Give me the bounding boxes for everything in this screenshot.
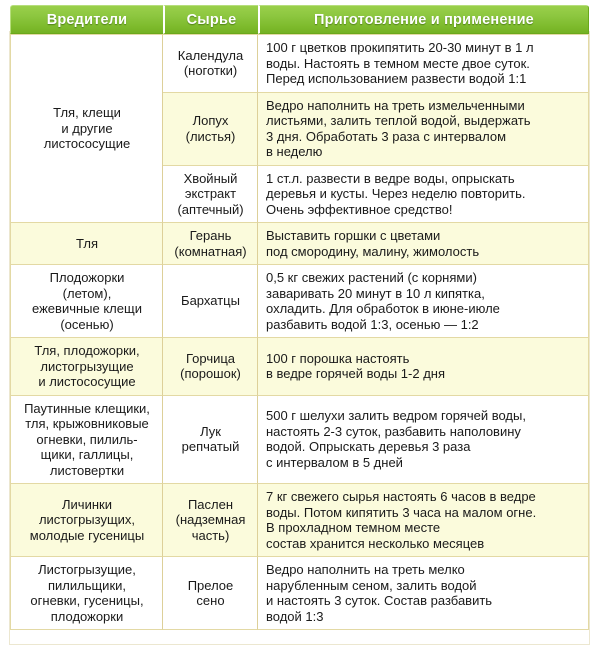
cell-material: Герань (комнатная) xyxy=(163,223,258,265)
table-row xyxy=(10,484,589,557)
cell-pests: Тля xyxy=(10,223,163,265)
cell-material: Календула (ноготки) xyxy=(163,34,258,93)
table-row xyxy=(10,338,589,396)
column-header-method: Приготовление и применение xyxy=(258,5,589,34)
table-row xyxy=(10,396,589,485)
cell-method: 0,5 кг свежих растений (с корнями) заваривать 20 минут в 10 л кипятка, охладить. Для обработок в июне-июле разбавить водой 1:3, осенью — 1:2 xyxy=(258,265,589,338)
column-header-pests: Вредители xyxy=(10,5,163,34)
cell-pests: Личинки листогрызущих, молодые гусеницы xyxy=(10,484,163,557)
table-body xyxy=(10,34,589,630)
table-header xyxy=(10,5,589,34)
cell-method: 100 г цветков прокипятить 20-30 минут в 1 л воды. Настоять в темном месте двое суток. Перед использованием развести водой 1:1 xyxy=(258,34,589,93)
table-row xyxy=(10,34,589,93)
table-header-row xyxy=(10,5,589,34)
table-row xyxy=(10,557,589,630)
cell-pests: Тля, клещи и другие листососущие xyxy=(10,34,163,223)
cell-pests: Тля, плодожорки, листогрызущие и листососущие xyxy=(10,338,163,396)
cell-method: 1 ст.л. развести в ведре воды, опрыскать деревья и кусты. Через неделю повторить. Очень эффективное средство! xyxy=(258,166,589,224)
cell-material: Паслен (надземная часть) xyxy=(163,484,258,557)
column-header-material: Сырье xyxy=(163,5,258,34)
cell-pests: Листогрызущие, пилильщики, огневки, гусеницы, плодожорки xyxy=(10,557,163,630)
cell-material: Бархатцы xyxy=(163,265,258,338)
cell-method: 7 кг свежего сырья настоять 6 часов в ведре воды. Потом кипятить 3 часа на малом огне. В прохладном темном месте состав хранится несколько месяцев xyxy=(258,484,589,557)
cell-material: Хвойный экстракт (аптечный) xyxy=(163,166,258,224)
cell-pests: Паутинные клещики, тля, крыжовниковые огневки, пилиль- щики, галлицы, листовертки xyxy=(10,396,163,485)
cell-material: Лопух (листья) xyxy=(163,93,258,166)
cell-method: Выставить горшки с цветами под смородину, малину, жимолость xyxy=(258,223,589,265)
cell-material: Горчица (порошок) xyxy=(163,338,258,396)
table-row xyxy=(10,223,589,265)
cell-method: 500 г шелухи залить ведром горячей воды, настоять 2-3 суток, разбавить наполовину водой. Опрыскать деревья 3 раза с интервалом в 5 дней xyxy=(258,396,589,485)
cell-pests: Плодожорки (летом), ежевичные клещи (осенью) xyxy=(10,265,163,338)
pest-remedies-table xyxy=(10,5,589,630)
cell-method: Ведро наполнить на треть мелко нарубленным сеном, залить водой и настоять 3 суток. Состав разбавить водой 1:3 xyxy=(258,557,589,630)
cell-method: 100 г порошка настоять в ведре горячей воды 1-2 дня xyxy=(258,338,589,396)
cell-material: Прелое сено xyxy=(163,557,258,630)
table-row xyxy=(10,265,589,338)
cell-material: Лук репчатый xyxy=(163,396,258,485)
cell-method: Ведро наполнить на треть измельченными листьями, залить теплой водой, выдержать 3 дня. Обработать 3 раза с интервалом в неделю xyxy=(258,93,589,166)
